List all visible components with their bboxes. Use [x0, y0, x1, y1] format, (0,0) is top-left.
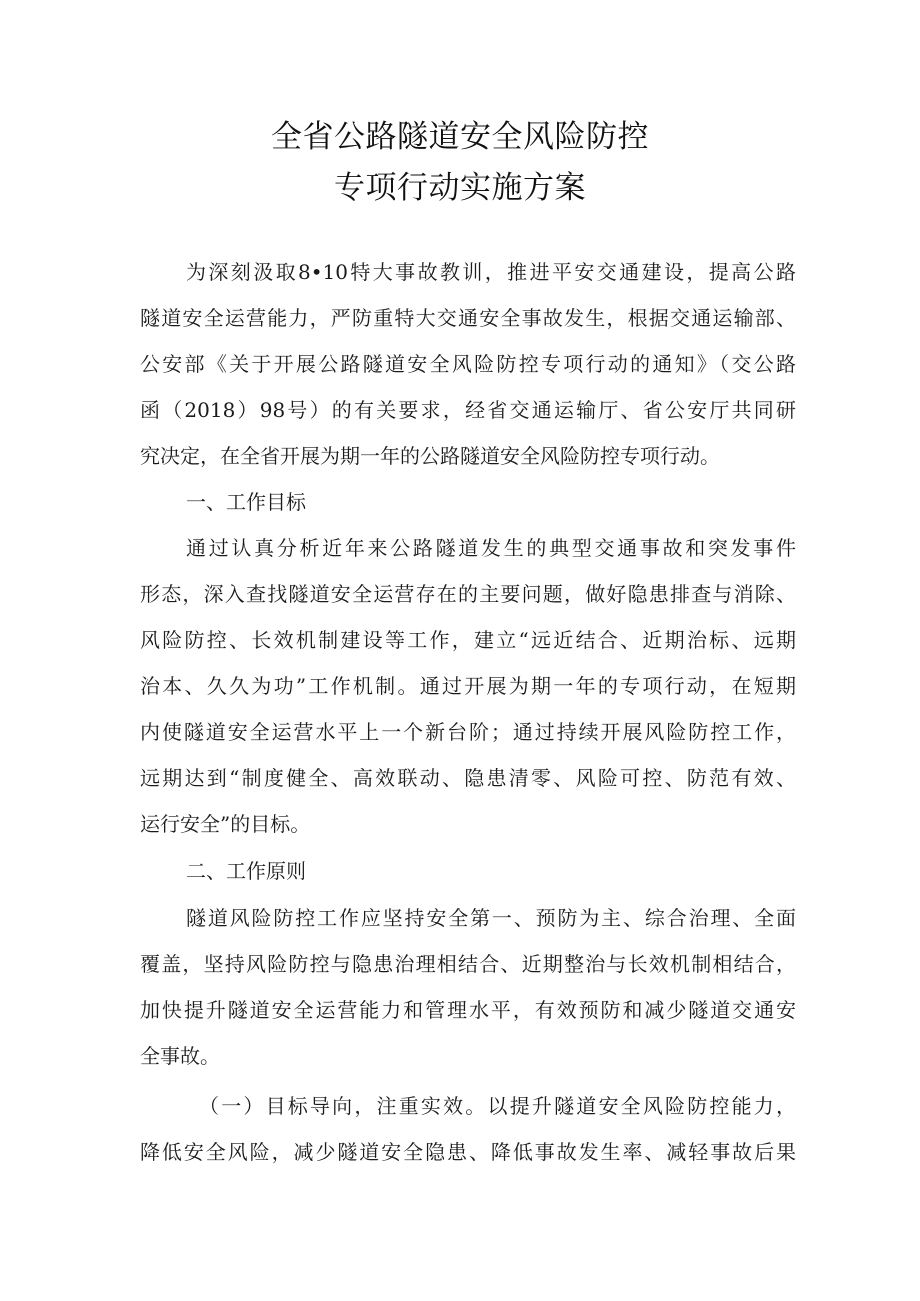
- goal-line-5: 内使隧道安全运营水平上一个新台阶；通过持续开展风险防控工作，: [140, 720, 796, 744]
- section-heading-principles: 二、工作原则: [186, 859, 306, 883]
- goal-line-7: 运行安全”的目标。: [140, 812, 311, 836]
- document-title-line-2: 专项行动实施方案: [334, 170, 586, 206]
- principle-line-1: 隧道风险防控工作应坚持安全第一、预防为主、综合治理、全面: [186, 906, 796, 930]
- goal-line-6: 远期达到“制度健全、高效联动、隐患清零、风险可控、防范有效、: [140, 766, 796, 790]
- principle-line-3: 加快提升隧道安全运营能力和管理水平，有效预防和减少隧道交通安: [140, 998, 796, 1022]
- intro-line-3: 公安部《关于开展公路隧道安全风险防控专项行动的通知》（交公路: [140, 352, 796, 376]
- intro-line-5: 究决定，在全省开展为期一年的公路隧道安全风险防控专项行动。: [140, 444, 720, 468]
- goal-line-3: 风险防控、长效机制建设等工作，建立“远近结合、近期治标、远期: [140, 628, 796, 652]
- goal-line-1: 通过认真分析近年来公路隧道发生的典型交通事故和突发事件: [186, 536, 796, 560]
- intro-line-1: 为深刻汲取8•10特大事故教训，推进平安交通建设，提高公路: [186, 260, 796, 284]
- subitem-1-line-1: （一）目标导向，注重实效。以提升隧道安全风险防控能力，: [199, 1094, 796, 1118]
- goal-line-2: 形态，深入查找隧道安全运营存在的主要问题，做好隐患排查与消除、: [140, 582, 796, 606]
- goal-line-4: 治本、久久为功”工作机制。通过开展为期一年的专项行动，在短期: [140, 674, 796, 698]
- intro-line-2: 隧道安全运营能力，严防重特大交通安全事故发生，根据交通运输部、: [140, 306, 796, 330]
- section-heading-goals: 一、工作目标: [186, 490, 306, 514]
- subitem-1-line-2: 降低安全风险，减少隧道安全隐患、降低事故发生率、减轻事故后果: [140, 1140, 796, 1164]
- document-title-line-1: 全省公路隧道安全风险防控: [271, 119, 649, 155]
- principle-line-2: 覆盖，坚持风险防控与隐患治理相结合、近期整治与长效机制相结合，: [140, 952, 796, 976]
- intro-line-4: 函（2018）98号）的有关要求，经省交通运输厅、省公安厅共同研: [140, 398, 796, 422]
- principle-line-4: 全事故。: [140, 1044, 220, 1068]
